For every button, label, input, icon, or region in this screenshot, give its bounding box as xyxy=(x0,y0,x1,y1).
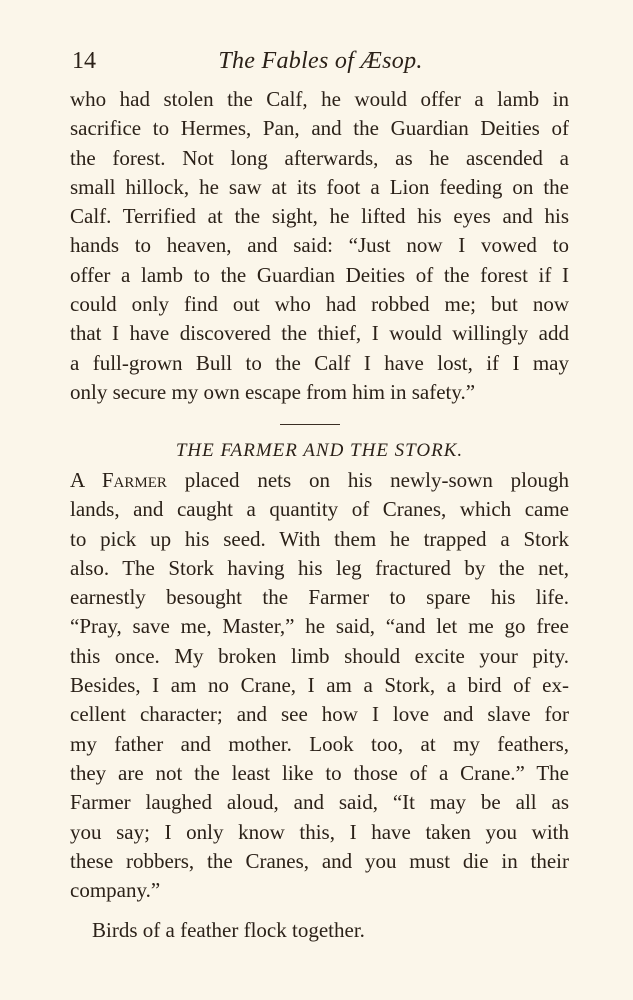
text-line: this once. My broken limb should excite your pity. xyxy=(70,643,569,668)
page-number: 14 xyxy=(72,48,96,74)
text-line: also. The Stork having his leg fractured by the net, xyxy=(70,555,569,580)
fable-body xyxy=(70,466,569,905)
text-line: you say; I only know this, I have taken you with xyxy=(70,819,569,844)
text-line: small hillock, he saw at its foot a Lion feeding on the xyxy=(70,174,569,199)
text-line: hands to heaven, and said: “Just now I vowed to xyxy=(70,233,569,258)
text-line: “Pray, save me, Master,” he said, “and let me go free xyxy=(70,614,569,639)
fable-title: THE FARMER AND THE STORK. xyxy=(175,440,464,461)
text-line: Calf. Terrified at the sight, he lifted his eyes and his xyxy=(70,204,569,229)
text-line: could only find out who had robbed me; but now xyxy=(70,292,569,317)
text-line: lands, and caught a quantity of Cranes, which came xyxy=(70,497,569,522)
text-line: who had stolen the Calf, he would offer a lamb in xyxy=(70,87,569,111)
text-line: my father and mother. Look too, at my feathers, xyxy=(70,731,569,756)
text-line: Besides, I am no Crane, I am a Stork, a bird of ex- xyxy=(70,673,569,698)
text-line: to pick up his seed. With them he trapped a Stork xyxy=(70,526,569,551)
fable-opening-words: A Farmer xyxy=(70,468,167,492)
text-line: only secure my own escape from him in safety.” xyxy=(70,379,476,404)
first-line-rest: placed nets on his newly-sown plough xyxy=(166,468,570,492)
text-line: a full-grown Bull to the Calf I have lost, if I may xyxy=(70,350,569,375)
text-line: that I have discovered the thief, I would willingly add xyxy=(70,321,569,346)
text-line: company.” xyxy=(70,878,161,903)
running-head xyxy=(72,44,569,78)
section-divider xyxy=(280,424,340,425)
text-line: the forest. Not long afterwards, as he ascended a xyxy=(70,145,569,170)
text-line: offer a lamb to the Guardian Deities of the forest if I xyxy=(70,262,569,287)
text-line: these robbers, the Cranes, and you must die in their xyxy=(70,848,569,873)
text-line: earnestly besought the Farmer to spare his life. xyxy=(70,585,569,610)
text-line: cellent character; and see how I love and slave for xyxy=(70,702,569,727)
text-line-first xyxy=(70,466,569,495)
fable-moral: Birds of a feather flock together. xyxy=(92,918,365,942)
book-title: The Fables of Æsop. xyxy=(218,48,423,74)
text-line: Farmer laughed aloud, and said, “It may be all as xyxy=(70,790,569,815)
previous-fable-ending xyxy=(70,85,569,407)
text-line: sacrifice to Hermes, Pan, and the Guardian Deities of xyxy=(70,116,569,141)
text-line: they are not the least like to those of a Crane.” The xyxy=(70,760,569,785)
